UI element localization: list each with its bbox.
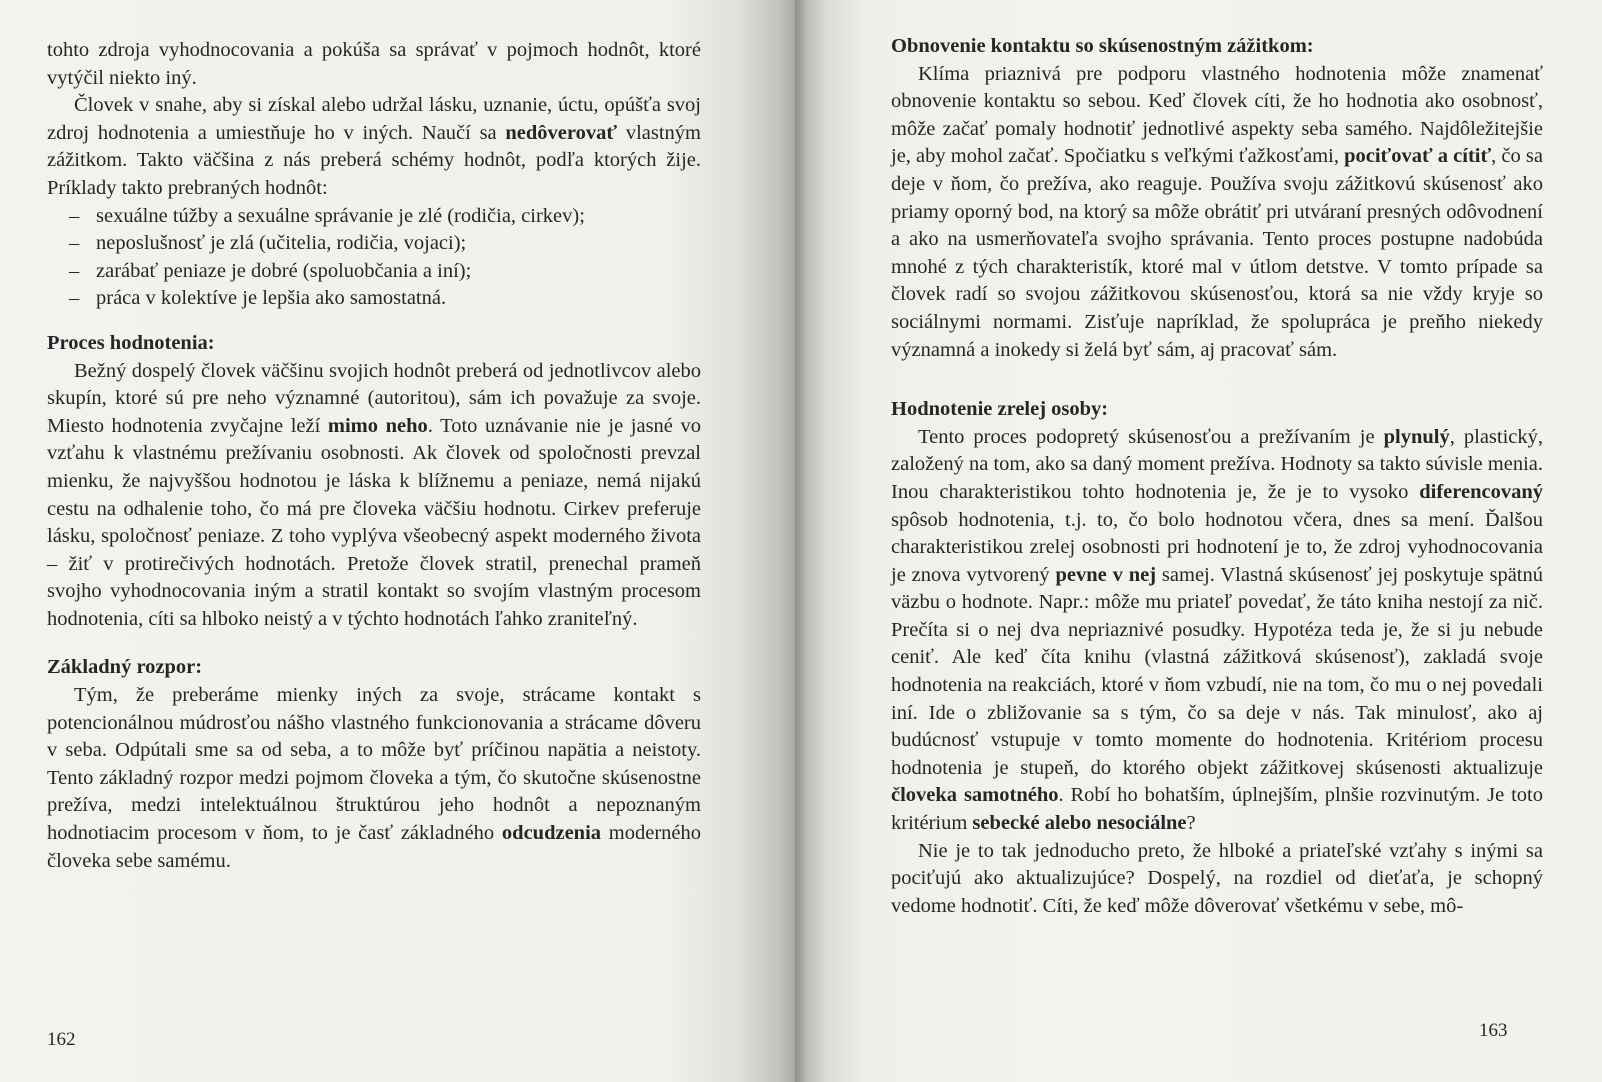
right-text-column [891,33,1543,920]
left-text-column [47,37,701,875]
section-heading-valuation-process: Proces hodnotenia: [47,331,215,354]
paragraph-mature-valuation: Tento proces podopretý skúsenosťou a prežívaním je plynulý, plastický, založený na tom, ako sa daný moment prežíva. Hodnoty sa takto súvisle menia. Inou charakteristikou tohto hodnotenia je, že je to vysoko diferencovaný spôsob hodnotenia, t.j. to, čo bolo hodnotou včera, dnes sa mení. Ďalšou charakteristikou zrelej osobnosti pri hodnotení je to, že zdroj vyhodnocovania je znova vytvorený pevne v nej samej. Vlastná skúsenosť jej poskytuje spätnú väzbu o hodnote. Napr.: môže mu priateľ povedať, že táto kniha nestojí za nič. Prečíta si o nej dva nepriaznivé posudky. Hypotéza teda je, že si ju nebude ceniť. Ale keď číta knihu (vlastná zážitková skúsenosť), zakladá svoje hodnotenia na reakciách, ktoré v ňom vzbudí, nie na tom, čo mu o nej povedali iní. Ide o zbližovanie sa s tým, čo sa deje v nás. Tak minulosť, ako aj budúcnosť vstupuje v tomto momente do hodnotenia. Kritériom procesu hodnotenia je stupeň, do ktorého objekt zážitkovej skúsenosti aktualizuje človeka samotného. Robí ho bohatším, úplnejším, plnšie rozvinutým. Je toto kritérium sebecké alebo nesociálne? [891,425,1544,835]
adopted-values-list [47,203,701,313]
emphasis-perceive-and-feel: pociťovať a cítiť [1344,145,1492,168]
paragraph-basic-conflict: Tým, že preberáme mienky iných za svoje, strácame kontakt s potencionálnou múdrosťou nášho vlastného funkcionovania a strácame dôveru v seba. Odpútali sme sa od seba, a to môže byť príčinou napätia a neistoty. Tento základný rozpor medzi pojmom človeka a tým, čo skutočne skúsenostne prežíva, medzi intelektuálnou štruktúrou jeho hodnôt a nepoznaným hodnotiacim procesom v ňom, to je časť základného odcudzenia moderného človeka sebe samému. [47,684,701,872]
list-item: – práca v kolektíve je lepšia ako samostatná. [69,285,701,313]
emphasis-outside-him: mimo neho [327,414,428,437]
right-page [795,0,1602,1082]
list-item: – neposlušnosť je zlá (učitelia, rodičia, vojaci); [69,230,701,258]
emphasis-fluid: plynulý [1383,425,1450,448]
emphasis-alienation: odcudzenia [501,822,602,845]
paragraph-deep-relationships: Nie je to tak jednoducho preto, že hlboké a priateľské vzťahy s inými sa pociťujú ako aktualizujúce? Dospelý, na rozdiel od dieťaťa, je schopný vedome hodnotiť. Cíti, že keď môže dôverovať všetkému v sebe, mô- [891,839,1543,917]
paragraph-renewed-contact: Klíma priaznivá pre podporu vlastného hodnotenia môže znamenať obnovenie kontaktu so sebou. Keď človek cíti, že ho hodnotia ako osobnosť, môže začať pomaly hodnotiť jednotlivé aspekty seba samého. Najdôležitejšie je, aby mohol začať. Spočiatku s veľkými ťažkosťami, pociťovať a cítiť, čo sa deje v ňom, čo prežíva, ako reaguje. Používa svoju zážitkovú skúsenosť ako priamy oporný bod, na ktorý sa môže obrátiť pri utváraní presných odôvodnení a ako na usmerňovateľa svojho správania. Tento proces postupne nadobúda mnohé z tých charakteristík, ktoré mal v útlom detstve. V tomto prípade sa človek radí so svojou zážitkovou skúsenosťou, ktorá sa nie vždy kryje so sociálnymi normami. Zisťuje napríklad, že spolupráca je preňho niekedy významná a inokedy si želá byť sám, aj pracovať sám. [891,62,1543,361]
paragraph-valuation-process: Bežný dospelý človek väčšinu svojich hodnôt preberá od jednotlivcov alebo skupín, ktoré sú pre neho významné (autoritou), sám ich považuje za svoje. Miesto hodnotenia zvyčajne leží mimo neho. Toto uznávanie nie je jasné vo vzťahu k vlastnému prežívaniu osobnosti. Ak človek od spoločnosti prevzal mienku, že najvyššou hodnotou je láska k blížnemu a peniaze, nemá nijakú cestu na odhalenie toho, čo má pre človeka väčšiu hodnotu. Cirkev preferuje lásku, spoločnosť peniaze. Z toho vyplýva všeobecný aspekt moderného života – žiť v protirečivých hodnotách. Pretože človek stratil, prenechal prameň svojho vyhodnocovania iným a stratil kontakt so svojím vlastným procesom hodnotenia, cíti sa hlboko neistý a v týchto hodnotách ľahko zraniteľný. [47,359,702,630]
emphasis-distrust: nedôverovať [505,121,618,144]
paragraph-value-adoption: Človek v snahe, aby si získal alebo udržal lásku, uznanie, úctu, opúšťa svoj zdroj hodnotenia a umiestňuje ho v iných. Naučí sa nedôverovať vlastným zážitkom. Takto väčšina z nás preberá schémy hodnôt, podľa ktorých žije. Príklady takto prebraných hodnôt: [47,94,701,199]
section-heading-renewed-contact: Obnovenie kontaktu so skúsenostným zážitkom: [891,35,1314,57]
emphasis-person-himself: človeka samotného [891,784,1059,807]
section-heading-mature-valuation: Hodnotenie zrelej osoby: [891,398,1109,421]
left-page [0,0,795,1082]
list-item: – zarábať peniaze je dobré (spoluobčania a iní); [69,258,701,286]
emphasis-selfish-or-unsocial: sebecké alebo nesociálne [972,812,1187,835]
emphasis-firmly-in-her: pevne v nej [1055,563,1157,586]
page-number-left: 162 [47,1029,76,1050]
emphasis-differentiated: diferencovaný [1419,480,1543,503]
page-number-right: 163 [1479,1020,1508,1041]
section-heading-basic-conflict: Základný rozpor: [47,656,203,679]
list-item: – sexuálne túžby a sexuálne správanie je zlé (rodičia, cirkev); [69,203,701,231]
paragraph-continuation: tohto zdroja vyhodnocovania a pokúša sa správať v pojmoch hodnôt, ktoré vytýčil niekto iný. [47,39,701,89]
